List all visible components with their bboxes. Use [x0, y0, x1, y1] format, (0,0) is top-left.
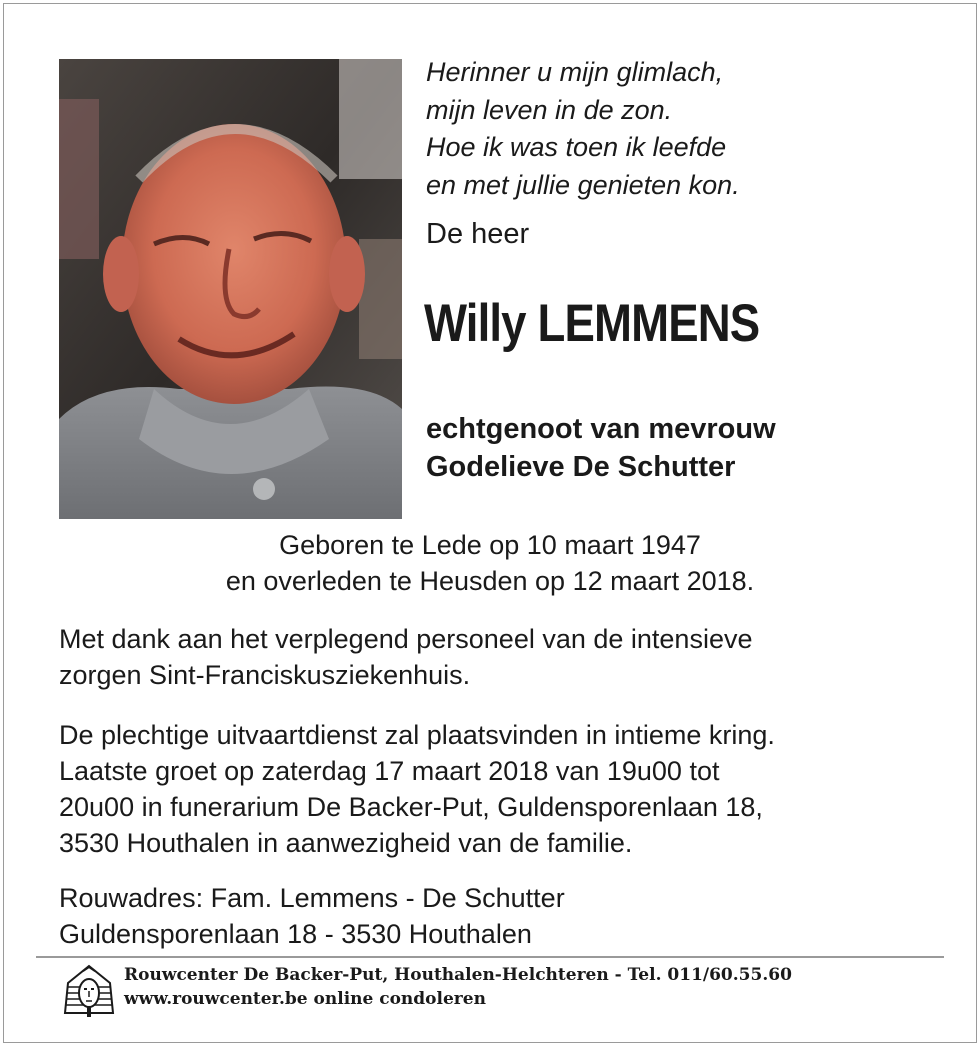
- address-line: Guldensporenlaan 18 - 3530 Houthalen: [59, 919, 532, 949]
- poem-line: Herinner u mijn glimlach,: [426, 57, 724, 87]
- service-line: De plechtige uitvaartdienst zal plaatsvinden in intieme kring.: [59, 720, 775, 750]
- service-line: 20u00 in funerarium De Backer-Put, Guldensporenlaan 18,: [59, 792, 763, 822]
- birth-line: Geboren te Lede op 10 maart 1947: [279, 530, 701, 560]
- thanks-paragraph: [59, 621, 752, 693]
- service-paragraph: [59, 717, 775, 861]
- poem-line: en met jullie genieten kon.: [426, 169, 740, 200]
- funeral-home-info: [124, 963, 792, 1011]
- funeral-home-website[interactable]: www.rouwcenter.be online condoleren: [124, 989, 486, 1009]
- mourning-address: [59, 880, 565, 952]
- portrait-illustration: [59, 59, 402, 519]
- memorial-poem: [426, 54, 740, 204]
- service-line: 3530 Houthalen in aanwezigheid van de familie.: [59, 828, 633, 858]
- thanks-line: Met dank aan het verplegend personeel van de intensieve: [59, 624, 753, 654]
- spouse-line-1: echtgenoot van mevrouw: [426, 413, 776, 445]
- footer-divider: [36, 956, 944, 958]
- thanks-line: zorgen Sint-Franciskusziekenhuis.: [59, 660, 471, 690]
- deceased-name: Willy LEMMENS: [424, 294, 760, 353]
- pharaoh-head-icon: [60, 963, 118, 1021]
- service-line: Laatste groet op zaterdag 17 maart 2018 van 19u00 tot: [59, 756, 720, 786]
- spouse-info: [426, 410, 776, 486]
- spouse-line-2: Godelieve De Schutter: [426, 451, 736, 483]
- life-dates: [0, 527, 980, 599]
- address-line: Rouwadres: Fam. Lemmens - De Schutter: [59, 883, 565, 913]
- poem-line: mijn leven in de zon.: [426, 94, 673, 125]
- poem-line: Hoe ik was toen ik leefde: [426, 132, 727, 162]
- portrait-photo: [59, 59, 402, 519]
- death-line: en overleden te Heusden op 12 maart 2018.: [225, 566, 755, 596]
- funeral-home-contact: Rouwcenter De Backer-Put, Houthalen-Helchteren - Tel. 011/60.55.60: [124, 965, 792, 985]
- honorific: De heer: [426, 218, 530, 250]
